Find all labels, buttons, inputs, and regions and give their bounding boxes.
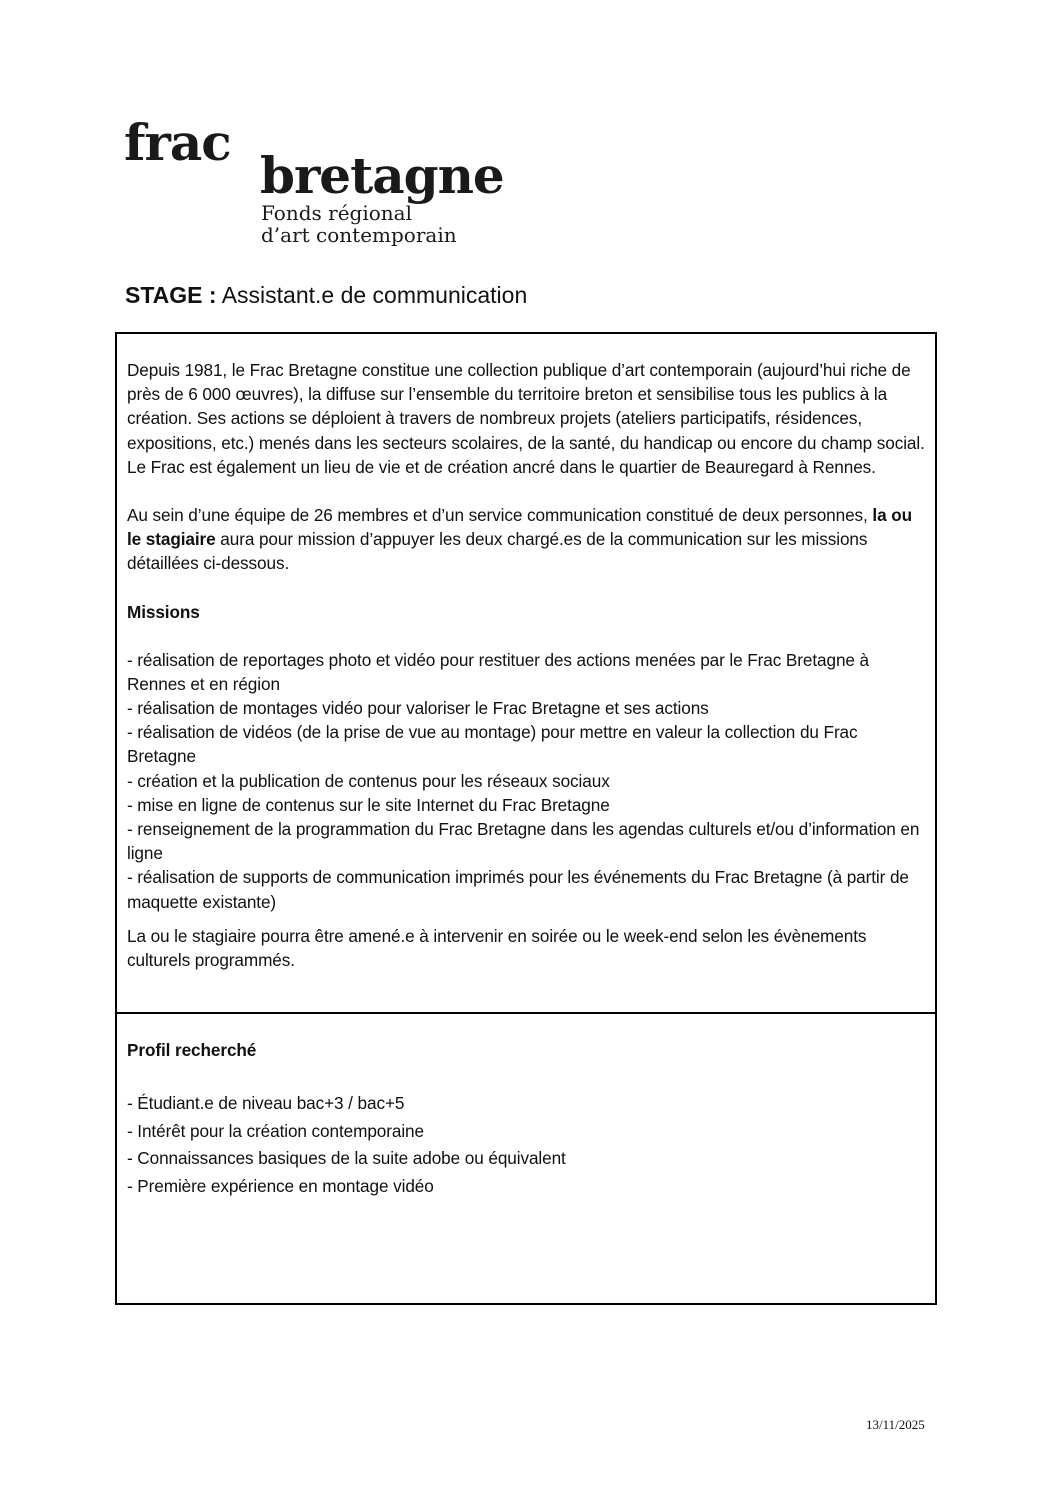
frac-bretagne-logo — [124, 113, 564, 248]
profile-item: - Première expérience en montage vidéo — [127, 1175, 434, 1196]
profile-item: - Connaissances basiques de la suite adobe ou équivalent — [127, 1148, 566, 1168]
mission-item: - création et la publication de contenus pour les réseaux sociaux — [127, 770, 610, 791]
mission-item: - renseignement de la programmation du Frac Bretagne dans les agendas culturels et/ou d’information en ligne — [127, 819, 920, 864]
page-title — [125, 281, 527, 309]
description-section — [117, 334, 935, 1014]
logo-subtitle-line-2: d’art contemporain — [261, 223, 457, 247]
title-text: Assistant.e de communication — [221, 282, 528, 308]
missions-list — [127, 648, 925, 914]
profile-heading: Profil recherché — [127, 1040, 257, 1060]
intro-paragraph-2-end: aura pour mission d’appuyer les deux chargé.es de la communication sur les missions détaillées ci-dessous. — [127, 529, 868, 574]
logo-subtitle-line-1: Fonds régional — [261, 201, 412, 225]
logo-word-frac: frac — [124, 113, 231, 172]
missions-heading: Missions — [127, 601, 200, 622]
intro-paragraph-1: Depuis 1981, le Frac Bretagne constitue une collection publique d’art contemporain (aujourd’hui riche de près de 6 000 œuvres), la diffuse sur l’ensemble du territoire breton et sensibilise tous les publics à la création. Ses actions se déploient à travers de nombreux projets (ateliers participatifs, résidences, expositions, etc.) menés dans les secteurs scolaires, de la santé, du handicap ou encore du champ social. Le Frac est également un lieu de vie et de création ancré dans le quartier de Beauregard à Rennes. — [127, 360, 925, 477]
logo-subtitle — [261, 202, 457, 246]
profile-section — [117, 1014, 935, 1303]
job-description-box — [115, 332, 937, 1305]
profile-item: - Étudiant.e de niveau bac+3 / bac+5 — [127, 1093, 405, 1113]
mission-item: - mise en ligne de contenus sur le site Internet du Frac Bretagne — [127, 794, 610, 815]
profile-list — [127, 1090, 925, 1200]
mission-item: - réalisation de reportages photo et vidéo pour restituer des actions menées par le Frac Bretagne à Rennes et en région — [127, 649, 870, 694]
mission-item: - réalisation de montages vidéo pour valoriser le Frac Bretagne et ses actions — [127, 698, 709, 719]
profile-item: - Intérêt pour la création contemporaine — [127, 1120, 424, 1141]
intro-paragraph-2 — [127, 503, 925, 576]
title-prefix: STAGE : — [125, 282, 217, 308]
intro-paragraph-2-bold: la ou le stagiaire — [127, 505, 913, 550]
logo-word-bretagne: bretagne — [260, 146, 504, 205]
document-date: 13/11/2025 — [866, 1417, 925, 1432]
missions-note: La ou le stagiaire pourra être amené.e à intervenir en soirée ou le week-end selon les évènements culturels programmés. — [127, 925, 867, 971]
mission-item: - réalisation de vidéos (de la prise de vue au montage) pour mettre en valeur la collection du Frac Bretagne — [127, 722, 858, 767]
intro-paragraph-2-start: Au sein d’une équipe de 26 membres et d’un service communication constitué de deux personnes, — [127, 505, 868, 526]
mission-item: - réalisation de supports de communication imprimés pour les événements du Frac Bretagne (à partir de maquette existante) — [127, 867, 909, 912]
